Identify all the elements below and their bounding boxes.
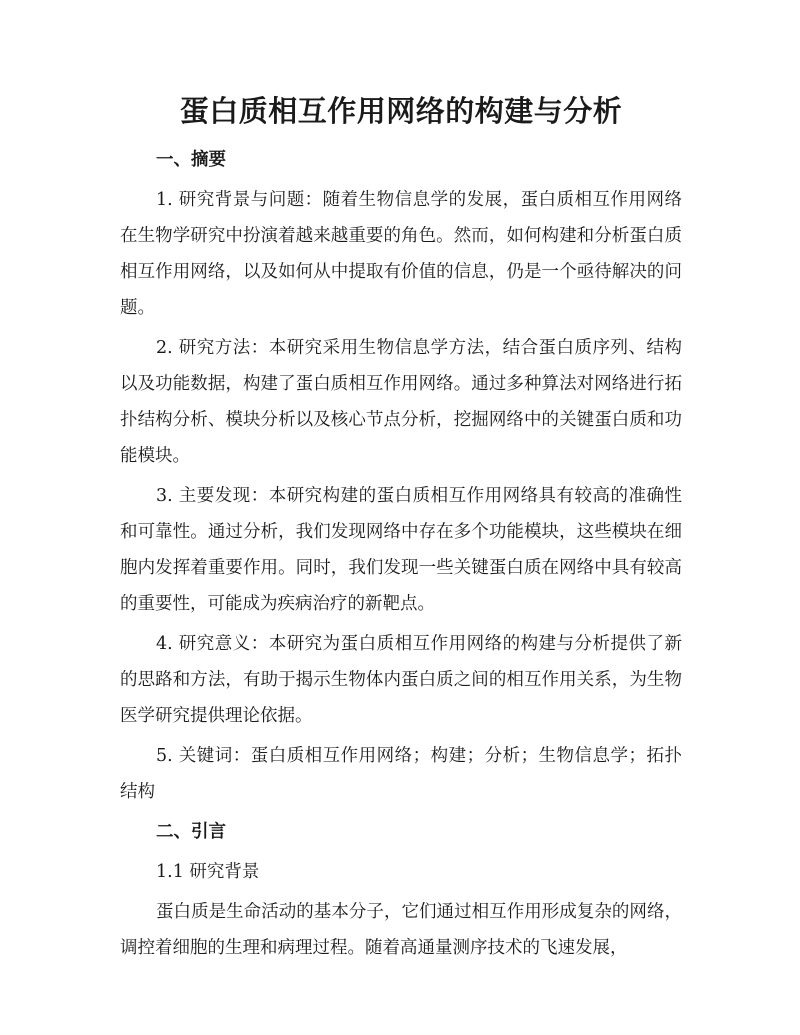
abstract-item-keywords: 5. 关键词：蛋白质相互作用网络；构建；分析；生物信息学；拓扑结构 bbox=[120, 746, 682, 802]
abstract-item-methods: 2. 研究方法：本研究采用生物信息学方法，结合蛋白质序列、结构以及功能数据，构建了蛋白质相互作用网络。通过多种算法对网络进行拓扑结构分析、模块分析以及核心节点分析，挖掘网络中的关键蛋白质和功能模块。 bbox=[120, 338, 682, 466]
introduction-paragraph: 蛋白质是生命活动的基本分子，它们通过相互作用形成复杂的网络，调控着细胞的生理和病理过程。随着高通量测序技术的飞速发展， bbox=[120, 902, 682, 958]
section-heading-abstract: 一、摘要 bbox=[156, 150, 226, 170]
document-body bbox=[120, 142, 682, 966]
document-title: 蛋白质相互作用网络的构建与分析 bbox=[179, 94, 623, 128]
subsection-heading-background: 1.1 研究背景 bbox=[156, 862, 260, 882]
abstract-item-significance: 4. 研究意义：本研究为蛋白质相互作用网络的构建与分析提供了新的思路和方法，有助于揭示生物体内蛋白质之间的相互作用关系，为生物医学研究提供理论依据。 bbox=[120, 634, 682, 726]
abstract-item-findings: 3. 主要发现：本研究构建的蛋白质相互作用网络具有较高的准确性和可靠性。通过分析，我们发现网络中存在多个功能模块，这些模块在细胞内发挥着重要作用。同时，我们发现一些关键蛋白质在网络中具有较高的重要性，可能成为疾病治疗的新靶点。 bbox=[120, 486, 682, 614]
section-heading-introduction: 二、引言 bbox=[156, 822, 226, 842]
abstract-item-background: 1. 研究背景与问题：随着生物信息学的发展，蛋白质相互作用网络在生物学研究中扮演着越来越重要的角色。然而，如何构建和分析蛋白质相互作用网络，以及如何从中提取有价值的信息，仍是一个亟待解决的问题。 bbox=[120, 190, 682, 318]
